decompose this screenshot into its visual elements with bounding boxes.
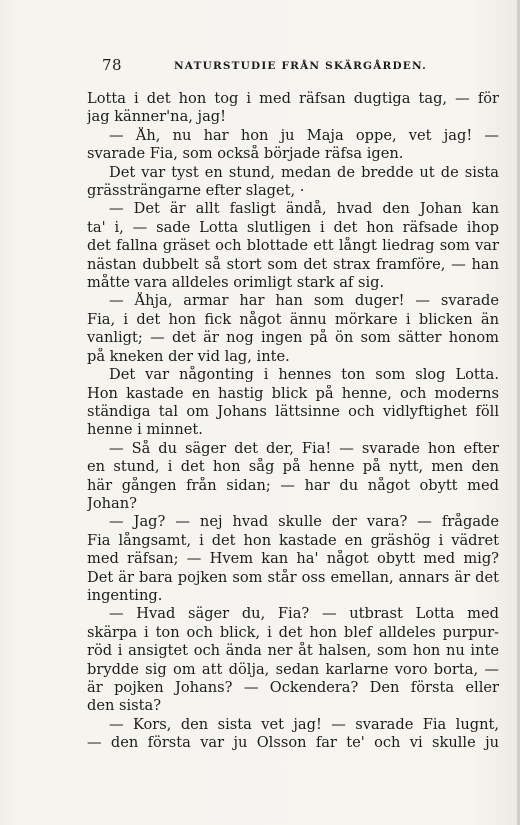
text-line: grässträngarne efter slaget, · (87, 182, 305, 200)
text-line: på kneken der vid lag, inte. (87, 347, 290, 365)
paragraph (87, 366, 499, 440)
text-line: Fia långsamt, i det hon kastade en gräshög i vädret (87, 531, 499, 549)
text-line: måtte vara alldeles orimligt stark af sig. (87, 274, 385, 292)
text-line: — Kors, den sista vet jag! — svarade Fia lugnt, (109, 715, 499, 733)
text-line: Lotta i det hon tog i med räfsan dugtiga tag, — för (87, 90, 499, 107)
text-line: det fallna gräset och blottade ett långt liedrag som var (87, 237, 499, 255)
body-text (87, 90, 499, 753)
text-line: — Det är allt fasligt ändå, hvad den Johan kan (109, 200, 499, 218)
text-line: röd i ansigtet och ända ner åt halsen, som hon nu inte (87, 642, 499, 660)
running-title: NATURSTUDIE FRÅN SKÄRGÅRDEN. (174, 60, 427, 72)
paragraph (87, 127, 499, 164)
text-line: Johan? (87, 494, 137, 512)
text-line: är pojken Johans? — Ockendera? Den första eller (87, 679, 499, 696)
text-line: Hon kastade en hastig blick på henne, och moderns (87, 384, 499, 402)
text-line: — den första var ju Olsson far te' och vi skulle ju (87, 734, 499, 752)
paragraph (87, 164, 499, 201)
text-line: Fia, i det hon fick något ännu mörkare i blicken än (87, 310, 499, 328)
text-line: — Så du säger det der, Fia! — svarade hon efter (109, 439, 499, 457)
paragraph (87, 440, 499, 514)
page-number: 78 (102, 56, 123, 74)
text-line: här gången från sidan; — har du något obytt med (87, 476, 499, 494)
paragraph (87, 716, 499, 753)
text-line: Det är bara pojken som står oss emellan, annars är det (87, 568, 499, 586)
text-line: skärpa i ton och blick, i det hon blef alldeles purpur- (87, 623, 499, 641)
text-line: nästan dubbelt så stort som det strax framföre, — han (87, 255, 499, 273)
text-line: henne i minnet. (87, 421, 203, 439)
text-line: Det var tyst en stund, medan de bredde ut de sista (109, 163, 499, 181)
text-line: — Jag? — nej hvad skulle der vara? — frågade (109, 513, 499, 531)
text-line: Det var någonting i hennes ton som slog Lotta. (109, 366, 499, 384)
paragraph (87, 200, 499, 292)
paragraph (87, 90, 499, 127)
text-line: en stund, i det hon såg på henne på nytt, men den (87, 458, 499, 476)
text-line: jag känner'na, jag! (87, 108, 226, 126)
text-line: ingenting. (87, 586, 163, 604)
text-line: — Åhja, armar har han som duger! — svarade (109, 292, 499, 310)
text-line: vanligt; — det är nog ingen på ön som sätter honom (87, 329, 499, 347)
text-line: ständiga tal om Johans lättsinne och vidlyftighet föll (87, 402, 499, 420)
text-line: den sista? (87, 697, 162, 715)
text-line: brydde sig om att dölja, sedan karlarne voro borta, — (87, 660, 499, 678)
paragraph (87, 292, 499, 366)
text-line: — Åh, nu har hon ju Maja oppe, vet jag! — (109, 126, 499, 144)
paragraph (87, 605, 499, 715)
text-line: med räfsan; — Hvem kan ha' något obytt med mig? (87, 550, 499, 568)
paragraph (87, 513, 499, 605)
text-line: ta' i, — sade Lotta slutligen i det hon räfsade ihop (87, 218, 499, 236)
text-line: svarade Fia, som också började räfsa igen. (87, 145, 404, 163)
text-line: — Hvad säger du, Fia? — utbrast Lotta med (109, 605, 499, 623)
page-header (86, 56, 500, 78)
